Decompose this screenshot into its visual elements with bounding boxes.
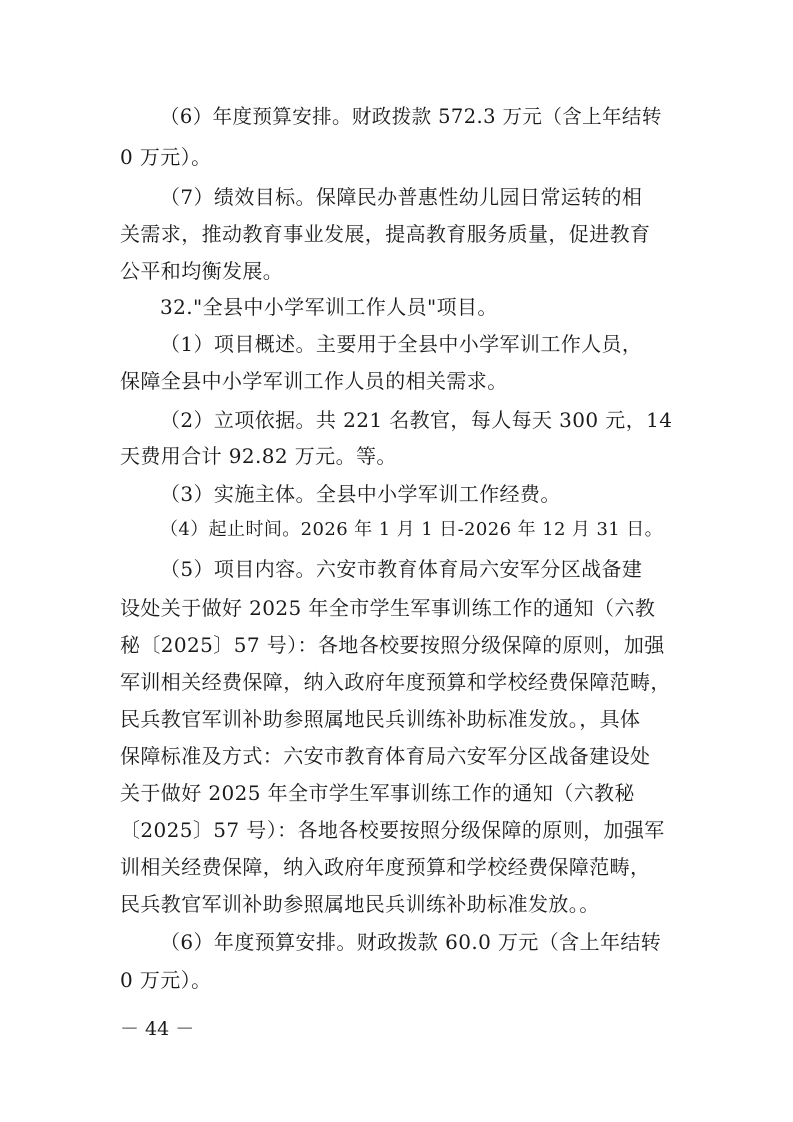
text-line-18: 保障标准及方式：六安市教育体育局六安军分区战备建设处 xyxy=(120,744,651,768)
text-line-24: 0 万元）。 xyxy=(120,968,212,992)
text-line-19: 关于做好 2025 年全市学生军事训练工作的通知（六教秘 xyxy=(120,781,635,805)
text-line-23: （6）年度预算安排。财政拨款 60.0 万元（含上年结转 xyxy=(160,930,662,954)
text-line-21: 训相关经费保障，纳入政府年度预算和学校经费保障范畴， xyxy=(120,855,651,879)
text-line-7: （1）项目概述。主要用于全县中小学军训工作人员， xyxy=(160,332,643,356)
text-line-11: （3）实施主体。全县中小学军训工作经费。 xyxy=(160,482,561,506)
text-line-13: （5）项目内容。六安市教育体育局六安军分区战备建 xyxy=(160,557,643,581)
text-line-4: 关需求，推动教育事业发展，提高教育服务质量，促进教育 xyxy=(120,222,651,246)
text-line-9: （2）立项依据。共 221 名教官，每人每天 300 元，14 xyxy=(160,408,673,432)
text-line-5: 公平和均衡发展。 xyxy=(120,259,284,283)
text-line-8: 保障全县中小学军训工作人员的相关需求。 xyxy=(120,369,508,393)
section-heading-32: 32."全县中小学军训工作人员"项目。 xyxy=(160,295,498,319)
text-line-15: 秘〔2025〕57 号）：各地各校要按照分级保障的原则，加强 xyxy=(120,633,665,657)
text-line-16: 军训相关经费保障，纳入政府年度预算和学校经费保障范畴， xyxy=(120,670,671,694)
text-line-10: 天费用合计 92.82 万元。等。 xyxy=(120,444,397,468)
text-line-14: 设处关于做好 2025 年全市学生军事训练工作的通知（六教 xyxy=(120,596,656,620)
text-line-1: （6）年度预算安排。财政拨款 572.3 万元（含上年结转 xyxy=(160,105,662,128)
text-line-22: 民兵教官军训补助参照属地民兵训练补助标准发放。。 xyxy=(120,892,600,916)
text-line-12: （4）起止时间。2026 年 1 月 1 日-2026 年 12 月 31 日。 xyxy=(160,519,664,540)
text-line-3: （7）绩效目标。保障民办普惠性幼儿园日常运转的相 xyxy=(160,185,643,209)
text-line-20: 〔2025〕57 号）：各地各校要按照分级保障的原则，加强军 xyxy=(120,818,665,842)
text-line-2: 0 万元）。 xyxy=(120,145,212,169)
text-line-17: 民兵教官军训补助参照属地民兵训练补助标准发放。，具体 xyxy=(120,707,641,731)
page-number: － 44 － xyxy=(120,1018,195,1040)
